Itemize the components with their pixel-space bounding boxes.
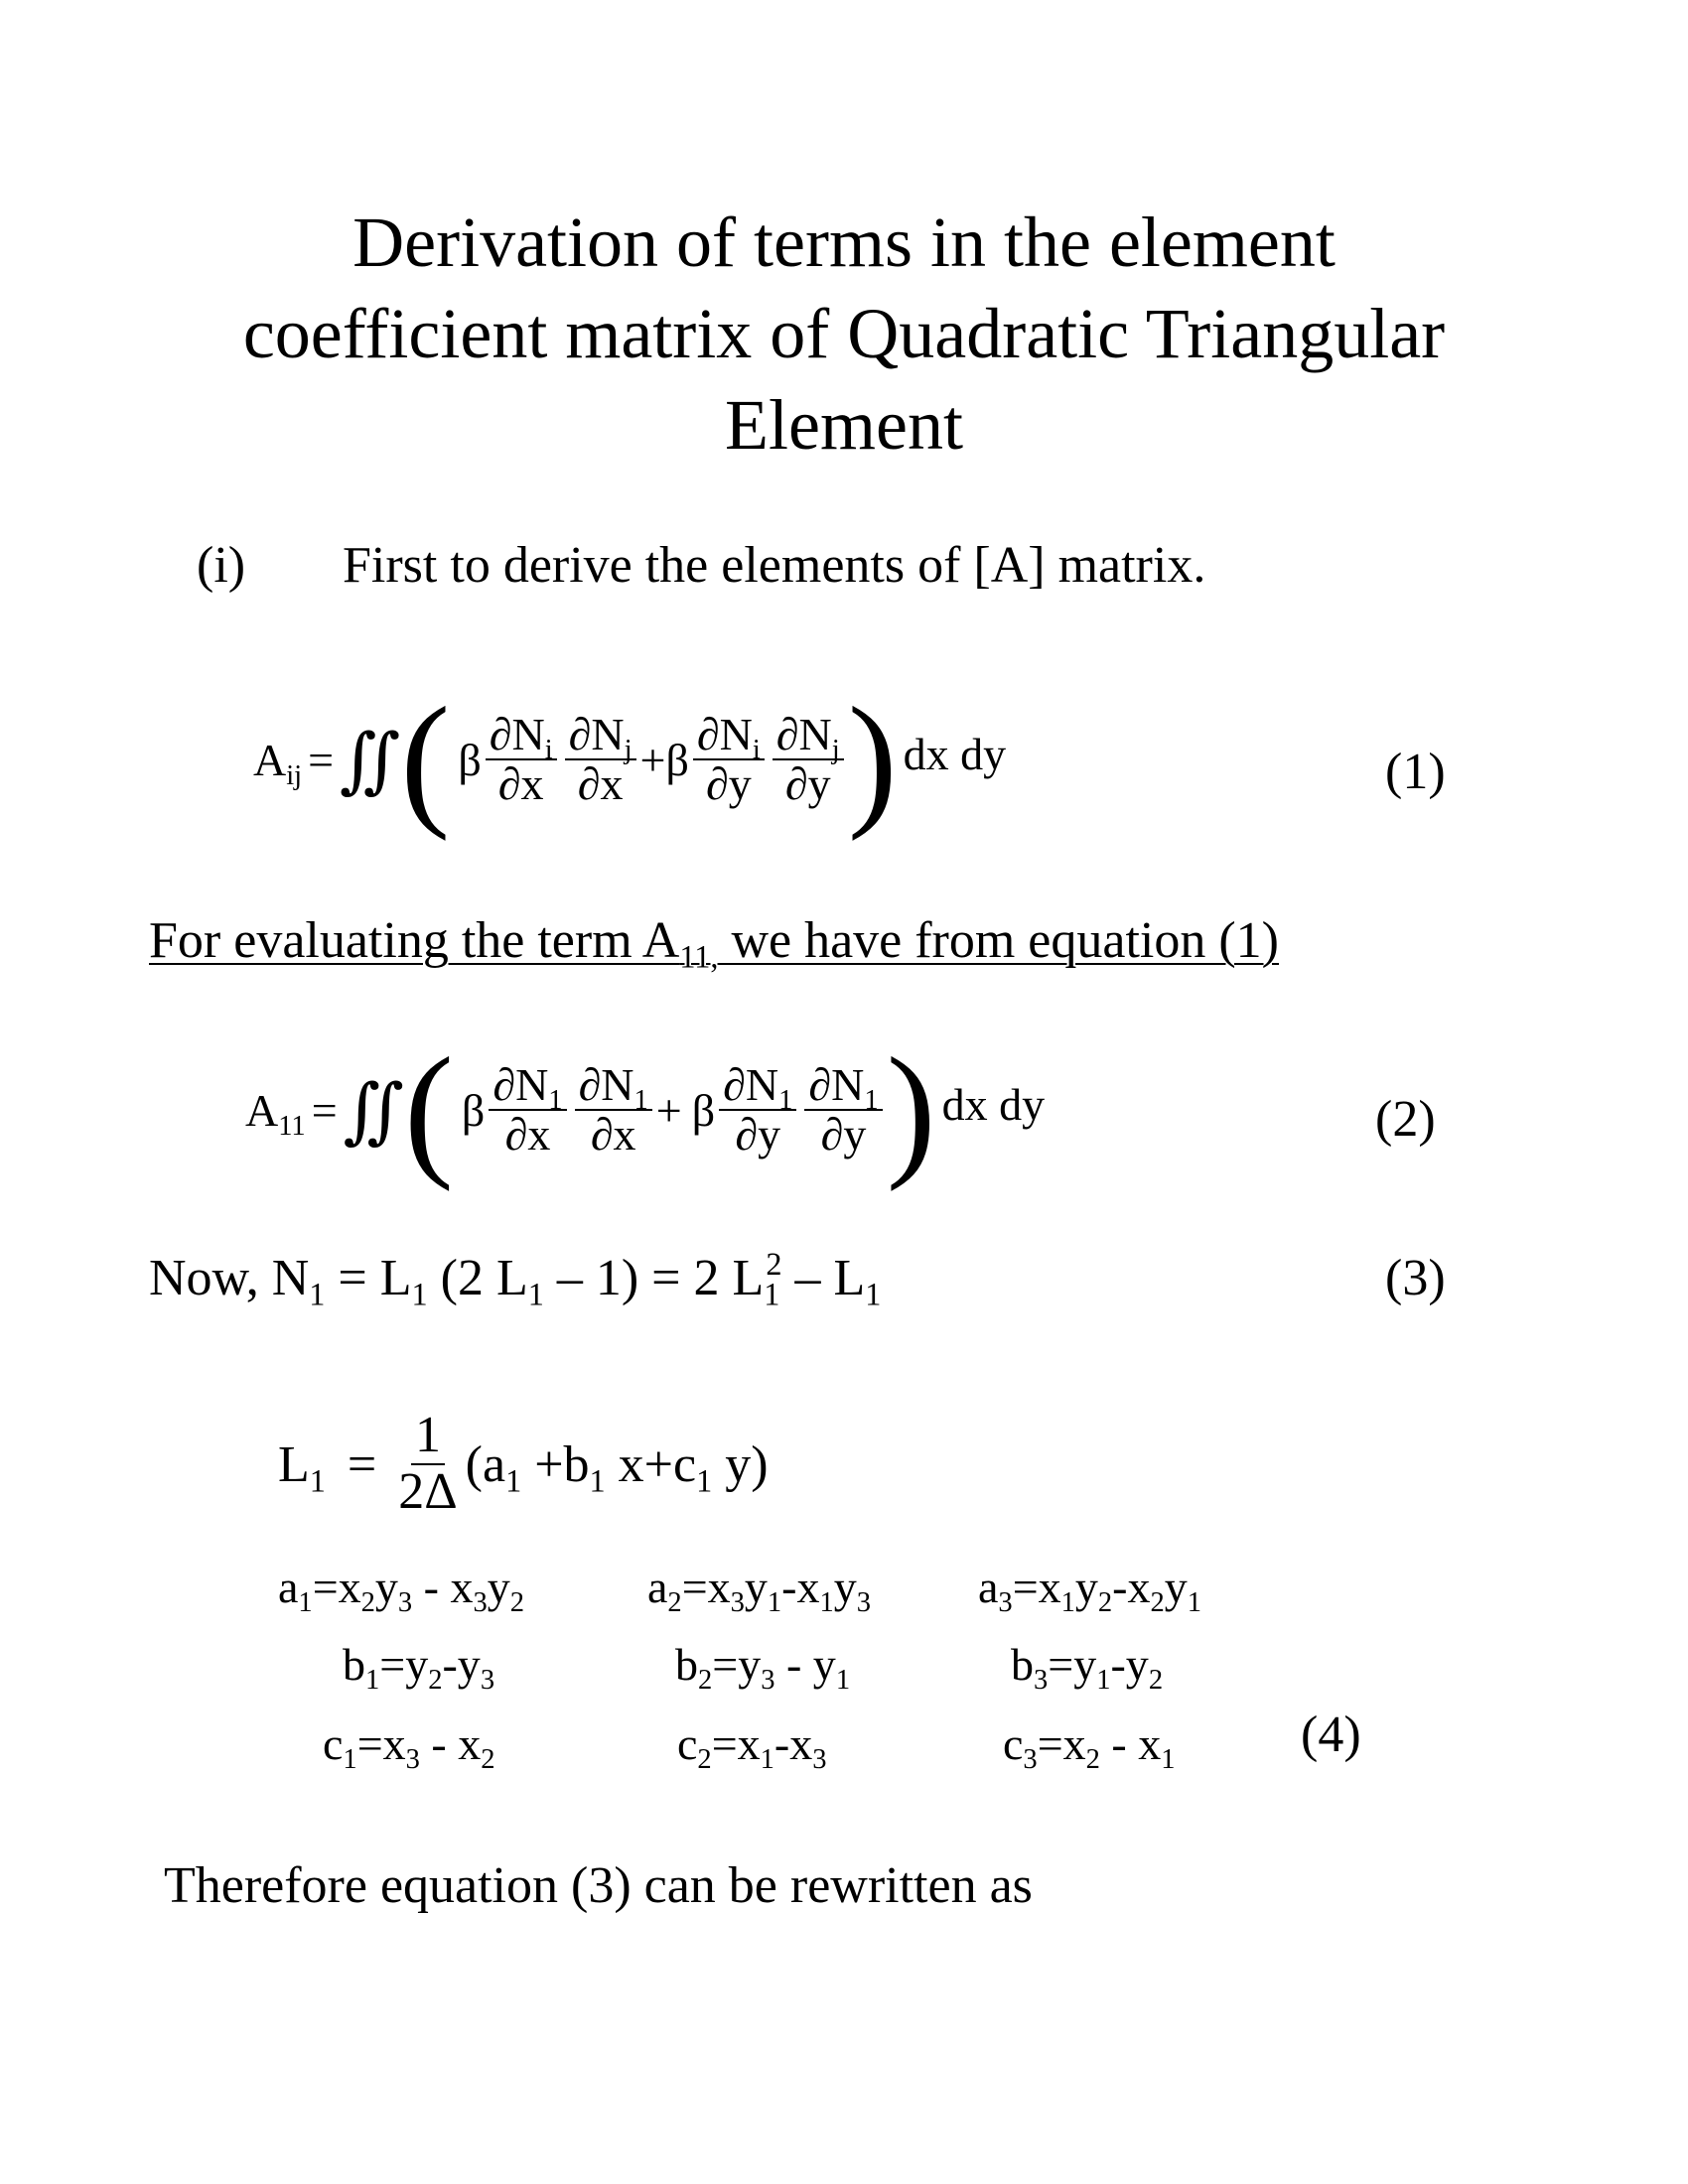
eq1-lhs: $A_{ij}$ xyxy=(253,734,303,791)
title-line-1: Derivation of terms in the element xyxy=(352,203,1336,282)
coeff-a3: $a_3=x_1y_2-x_2y_1$ xyxy=(978,1562,1202,1619)
equation-1: $A_{ij}$ = ∬ ( β $\frac{\partial N_i}{\partial x}$ $\frac{\partial N_j}{\partial x}$ + β $\frac{\partial N_i}{\partial y}$ $\frac{\partial N_j}{\partial y}$ ) dx dy xyxy=(253,677,1007,842)
coeff-c1: $c_1=x_3 - x_2$ xyxy=(323,1718,495,1776)
coeff-b3: $b_3=y_1-y_2$ xyxy=(1011,1639,1164,1697)
eq2-frac-dN1-dx-a: $\frac{\partial N_1}{\partial x}$ xyxy=(489,1061,566,1160)
eq2-number: (2) xyxy=(1375,1091,1436,1148)
section-heading: For evaluating the term $A_{11,}$ we have from equation (1) xyxy=(149,912,1279,975)
eq2-equals: = xyxy=(311,1084,338,1136)
coeff-a1: $a_1=x_2y_3 - x_3y_2$ xyxy=(278,1562,525,1619)
item-text: First to derive the elements of [A] matrix. xyxy=(343,537,1206,594)
eq1-equals: = xyxy=(308,734,335,785)
eq1-dxdy: dx dy xyxy=(903,729,1007,779)
coeff-b2: $b_2=y_3 - y_1$ xyxy=(675,1639,851,1697)
eq4-fraction: $\frac{1}{2\Delta}$ xyxy=(398,1407,458,1520)
eq1-frac-dNj-dy: $\frac{\partial N_j}{\partial y}$ xyxy=(773,711,844,809)
eq2-plus: + xyxy=(655,1084,682,1136)
eq3-number: (3) xyxy=(1385,1250,1446,1306)
coeff-c3: $c_3=x_2 - x_1$ xyxy=(1003,1718,1176,1776)
footer-text: Therefore equation (3) can be rewritten as xyxy=(164,1857,1033,1914)
equation-2: $A_{11}$ = ∬ ( β $\frac{\partial N_1}{\partial x}$ $\frac{\partial N_1}{\partial x}$ + β $\frac{\partial N_1}{\partial y}$ $\frac{\partial N_1}{\partial y}$ ) dx dy xyxy=(245,1027,1046,1192)
eq4-number: (4) xyxy=(1301,1706,1361,1763)
eq2-dxdy: dx dy xyxy=(941,1079,1046,1130)
equation-4-L1: $L_1$ = $\frac{1}{2\Delta}$ ($a_1 +b_1$ $x+c_1$ y) xyxy=(278,1407,769,1520)
title-line-2: coefficient matrix of Quadratic Triangular xyxy=(242,294,1446,373)
eq1-number: (1) xyxy=(1385,744,1446,800)
eq2-integral: ∬ xyxy=(343,1070,390,1151)
eq1-beta-2: β xyxy=(665,734,689,785)
eq1-plus: + xyxy=(639,734,666,785)
eq1-frac-dNi-dx: $\frac{\partial N_i}{\partial x}$ xyxy=(486,711,557,809)
eq2-frac-dN1-dy-a: $\frac{\partial N_1}{\partial y}$ xyxy=(719,1061,796,1160)
title-line-3: Element xyxy=(725,385,963,465)
eq2-lhs: $A_{11}$ xyxy=(245,1084,306,1142)
eq1-beta-1: β xyxy=(458,734,482,785)
eq2-frac-dN1-dy-b: $\frac{\partial N_1}{\partial y}$ xyxy=(804,1061,882,1160)
eq1-frac-dNi-dy: $\frac{\partial N_i}{\partial y}$ xyxy=(693,711,765,809)
eq1-frac-dNj-dx: $\frac{\partial N_j}{\partial x}$ xyxy=(565,711,636,809)
eq2-beta-1: β xyxy=(461,1084,486,1136)
coeff-a2: $a_2=x_3y_1-x_1y_3$ xyxy=(647,1562,872,1619)
coeff-b1: $b_1=y_2-y_3$ xyxy=(343,1639,495,1697)
coeff-c2: $c_2=x_1-x_3$ xyxy=(677,1718,827,1776)
page-title xyxy=(0,197,1688,471)
eq1-integral: ∬ xyxy=(340,720,387,800)
eq2-frac-dN1-dx-b: $\frac{\partial N_1}{\partial x}$ xyxy=(575,1061,652,1160)
eq2-beta-2: β xyxy=(691,1084,716,1136)
equation-3: Now, $N_1 = L_1$ (2 $L_1 - 1) = 2$ $L_1^2 - L_1$ xyxy=(149,1246,882,1312)
item-marker: (i) xyxy=(197,537,246,594)
